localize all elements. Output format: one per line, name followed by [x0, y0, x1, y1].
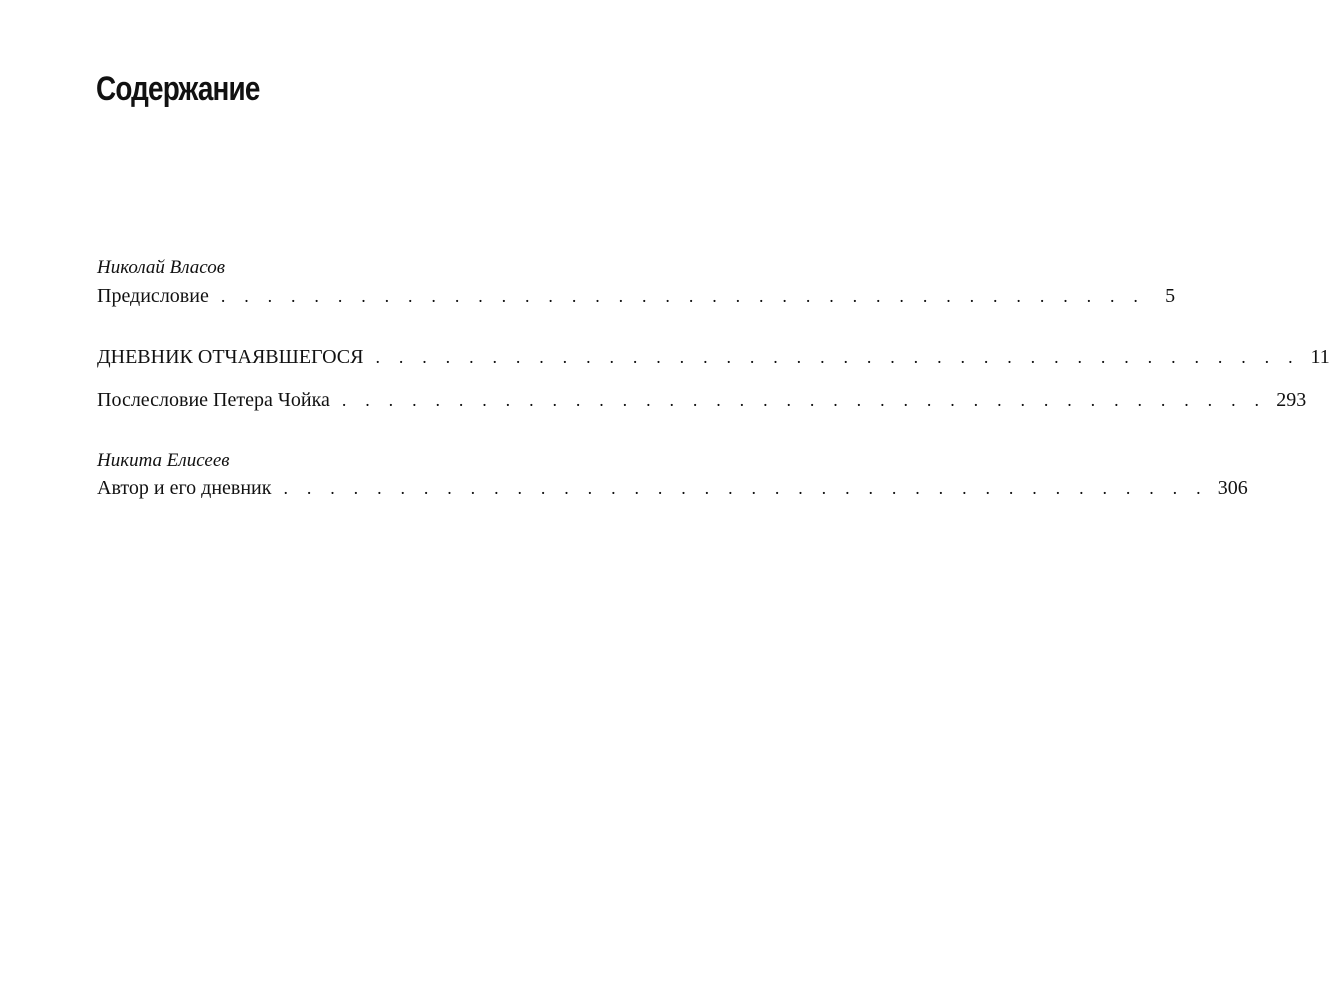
dot-leader: . . . . . . . . . . . . . . . . . . . . . . . . . . . . . . . . . . . . . . . .: [283, 478, 1208, 498]
toc-entry-afterword[interactable]: [97, 389, 1307, 411]
toc-page-number: 5: [1165, 285, 1176, 307]
dot-leader: . . . . . . . . . . . . . . . . . . . . . . . . . . . . . . . . . . . . . . . .: [375, 347, 1300, 367]
toc-page-number: 306: [1217, 477, 1248, 499]
toc-entry-title: Послесловие Петера Чойка: [97, 389, 330, 411]
toc-entry-title: Предисловие: [97, 285, 209, 307]
toc-entry-title: ДНЕВНИК ОТЧАЯВШЕГОСЯ: [97, 346, 364, 368]
author-name-vlasov: Николай Власов: [97, 257, 226, 278]
dot-leader: . . . . . . . . . . . . . . . . . . . . . . . . . . . . . . . . . . . . . . . .: [341, 390, 1267, 410]
page-title: Содержание: [96, 70, 260, 108]
toc-entry-preface[interactable]: [97, 285, 1176, 307]
toc-entry-author-diary[interactable]: [97, 477, 1248, 499]
author-name-eliseev: Никита Елисеев: [97, 450, 230, 471]
toc-page-number: 11: [1310, 346, 1330, 368]
toc-page-number: 293: [1276, 389, 1307, 411]
toc-entry-title: Автор и его дневник: [97, 477, 272, 499]
toc-entry-diary[interactable]: [97, 346, 1330, 368]
dot-leader: . . . . . . . . . . . . . . . . . . . . . . . . . . . . . . . . . . . . . . . .: [220, 286, 1146, 306]
